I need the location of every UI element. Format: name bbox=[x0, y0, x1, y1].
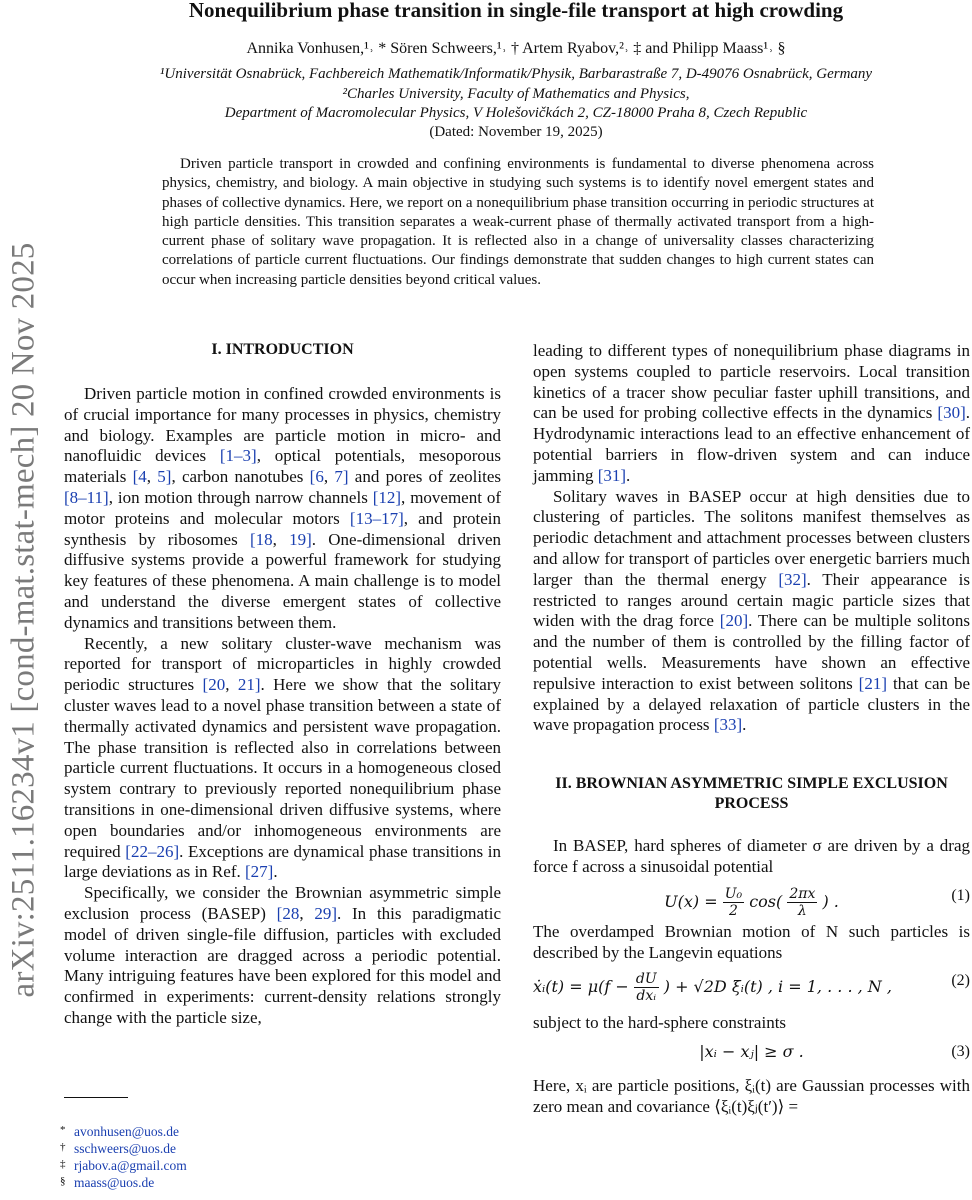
email-link[interactable]: avonhusen@uos.de bbox=[74, 1124, 180, 1139]
equation-number-1: (1) bbox=[951, 886, 970, 904]
footnote-4: § maass@uos.de bbox=[60, 1175, 155, 1190]
equation-number-2: (2) bbox=[951, 972, 970, 990]
citation-link[interactable]: [27] bbox=[244, 862, 274, 882]
citation-link[interactable]: [33] bbox=[713, 715, 743, 735]
basep-paragraph-3: subject to the hard-sphere constraints bbox=[533, 1013, 787, 1033]
right-column bbox=[533, 341, 970, 1118]
citation-link[interactable]: [20] bbox=[719, 611, 749, 631]
basep-paragraph-1: In BASEP, hard spheres of diameter σ are driven by a drag force f across a sinusoidal potential bbox=[533, 836, 970, 876]
footnote-2: † sschweers@uos.de bbox=[60, 1141, 177, 1156]
citation-link[interactable]: [6 bbox=[309, 467, 324, 487]
basep-paragraph-2: The overdamped Brownian motion of N such particles is described by the Langevin equations bbox=[533, 921, 970, 962]
footnote-rule bbox=[64, 1097, 128, 1098]
arxiv-stamp-bar bbox=[0, 0, 48, 1200]
citation-link[interactable]: [12] bbox=[372, 487, 402, 507]
intro-paragraph-1: Driven particle motion in confined crowded environments is of crucial importance for many processes in physics, chemistry and biology. Examples are particle motion in micro- and nanofluidic devices [1–3], optical potentials, mesoporous materials [4, 5], carbon nanotubes [6, 7] and pores of zeolites [8–11], ion motion through narrow channels [12], movement of motor proteins and molecular motors [13–17], and protein synthesis by ribosomes [18, 19]. One-dimensional driven diffusive systems provide a powerful framework for studying key features of these phenomena. A main challenge is to model and understand the diverse emergent states of collective dynamics and transitions between them. bbox=[64, 384, 502, 632]
citation-link[interactable]: [21] bbox=[858, 673, 887, 693]
right-paragraph-1: leading to different types of nonequilibrium phase diagrams in open systems coupled to particle reservoirs. Local transition kinetics of a tracer show peculiar faster uphill transitions, and can be used for probing collective effects in the dynamics [30]. Hydrodynamic interactions lead to an effective enhancement of potential barriers in flow-driven system and can induce jamming [31]. bbox=[533, 341, 970, 485]
citation-link[interactable]: 7] bbox=[334, 467, 349, 487]
citation-link[interactable]: [18 bbox=[249, 529, 273, 549]
citation-link[interactable]: [4 bbox=[132, 467, 147, 487]
abstract: Driven particle transport in crowded and confining environments is fundamental to diverse phenomena across physics, chemistry, and biology. A main objective in studying such systems is to identify novel emergent states and phases of collective dynamics. Here, we report on a nonequilibrium phase transition occurring in periodic structures at high particle densities. This transition separates a weak-current phase of thermally activated transport from a high-current phase of solitary wave propagation. It is reflected also in a change of universality classes characterizing correlations of particle current fluctuations. Our findings demonstrate that sudden changes to high current states can occur when increasing particle densities beyond critical values. bbox=[162, 156, 874, 288]
section-heading-basep: II. BROWNIAN ASYMMETRIC SIMPLE EXCLUSION PROCESS bbox=[555, 775, 948, 813]
citation-link[interactable]: [28 bbox=[276, 903, 300, 923]
citation-link[interactable]: [1–3] bbox=[219, 446, 257, 466]
citation-link[interactable]: [30] bbox=[937, 403, 966, 423]
right-paragraph-2: Solitary waves in BASEP occur at high densities due to clustering of particles. The solitons manifest themselves as periodic detachment and attachment processes between clusters and allow for transport of particles over energetic barriers much larger than the thermal energy [32]. Their appearance is restricted to ranges around certain magic particle sizes that widen with the drag force [20]. There can be multiple solitons and the number of them is controlled by the filling factor of potential wells. Measurements have shown an effective repulsive interaction to exist between solitons [21] that can be explained by a delayed relaxation of particle clusters in the wave propagation process [33]. bbox=[533, 486, 971, 735]
email-link[interactable]: maass@uos.de bbox=[74, 1175, 155, 1190]
basep-paragraph-4: Here, xᵢ are particle positions, ξᵢ(t) are Gaussian processes with zero mean and covariance ⟨ξᵢ(t)ξⱼ(t′)⟩ = bbox=[533, 1076, 970, 1116]
citation-link[interactable]: 19] bbox=[289, 529, 312, 549]
arxiv-stamp: arXiv:2511.16234v1 [cond-mat.stat-mech] 20 Nov 2025 bbox=[5, 242, 42, 998]
email-link[interactable]: rjabov.a@gmail.com bbox=[74, 1158, 187, 1173]
citation-link[interactable]: 21] bbox=[237, 675, 261, 695]
author-list: Annika Vonhusen,¹˒ * Sören Schweers,¹˒ † Artem Ryabov,²˒ ‡ and Philipp Maass¹˒ § bbox=[246, 40, 786, 57]
section-heading-introduction: I. INTRODUCTION bbox=[211, 341, 354, 358]
citation-link[interactable]: [8–11] bbox=[64, 487, 109, 507]
citation-link[interactable]: [13–17] bbox=[349, 508, 404, 528]
paper-title: Nonequilibrium phase transition in single-file transport at high crowding bbox=[188, 0, 844, 22]
affiliation-1: ¹Universität Osnabrück, Fachbereich Mathematik/Informatik/Physik, Barbarastraße 7, D-49076 Osnabrück, Germany bbox=[159, 66, 873, 82]
intro-paragraph-3: Specifically, we consider the Brownian asymmetric simple exclusion process (BASEP) [28, 29]. In this paradigmatic model of driven single-file diffusion, particles with excluded volume interaction are dragged across a periodic potential. Many intriguing features have been explored for this model and confirmed in experiments: current-density relations strongly change with the particle size, bbox=[64, 883, 502, 1027]
citation-link[interactable]: 5] bbox=[157, 467, 172, 487]
equation-1: U(x) = $\frac{\text{U₀}}{2}$ cos( $\frac{2\pi x}{\lambda}$ ) . (1) bbox=[664, 885, 970, 919]
citation-link[interactable]: [31] bbox=[597, 465, 627, 485]
equation-3: |xᵢ − xⱼ| ≥ σ . (3) bbox=[699, 1042, 970, 1062]
citation-link[interactable]: [22–26] bbox=[125, 841, 180, 861]
left-column bbox=[64, 340, 501, 1029]
footnote-3: ‡ rjabov.a@gmail.com bbox=[60, 1158, 187, 1173]
intro-paragraph-2: Recently, a new solitary cluster-wave mechanism was reported for transport of microparticles in highly crowded periodic structures [20, 21]. Here we show that the solitary cluster waves lead to a novel phase transition between a state of thermally activated dynamics and persistent wave propagation. The phase transition is reflected also in correlations between particle current fluctuations. It occurs in a homogeneous closed system contrary to previously reported nonequilibrium phase transitions in one-dimensional driven diffusive systems, where open boundaries and/or inhomogeneous environments are required [22–26]. Exceptions are dynamical phase transitions in large deviations as in Ref. [27]. bbox=[64, 633, 502, 882]
equation-2: ẋᵢ(t) = μ(f − $\frac{dU}{\text{dxᵢ}}$ ) + √2D ξᵢ(t) , i = 1, . . . , N , (2) bbox=[533, 971, 970, 1005]
citation-link[interactable]: 29] bbox=[314, 903, 338, 923]
dated-line: (Dated: November 19, 2025) bbox=[429, 124, 603, 140]
email-link[interactable]: sschweers@uos.de bbox=[74, 1141, 177, 1156]
affiliation-2: ²Charles University, Faculty of Mathematics and Physics, bbox=[342, 86, 690, 102]
citation-link[interactable]: [20 bbox=[202, 675, 226, 695]
footnote-1: * avonhusen@uos.de bbox=[60, 1124, 180, 1139]
equation-number-3: (3) bbox=[951, 1043, 970, 1061]
affiliation-2-cont: Department of Macromolecular Physics, V Holešovičkách 2, CZ-18000 Praha 8, Czech Republic bbox=[224, 105, 808, 121]
citation-link[interactable]: [32] bbox=[778, 569, 807, 589]
